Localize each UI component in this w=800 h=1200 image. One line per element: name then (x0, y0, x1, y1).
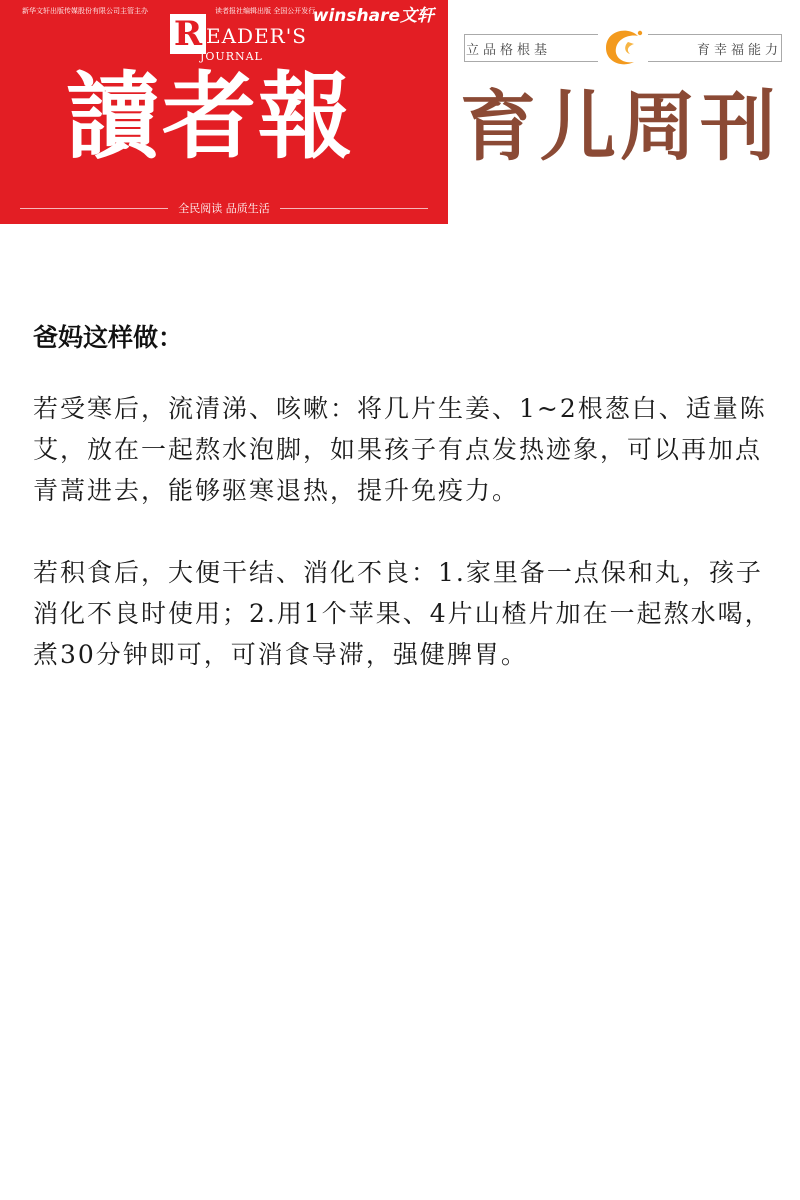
weekly-title: 育儿周刊 (460, 82, 780, 171)
rj-wordmark: EADER'S (206, 24, 307, 48)
weekly-motto-bar (464, 34, 782, 62)
newspaper-title: 讀者報 (66, 62, 355, 172)
phoenix-emblem-icon (598, 22, 648, 72)
slogan-rule-left (20, 208, 168, 209)
winshare-logo: winshare文轩 (312, 6, 434, 26)
readers-journal-banner (0, 0, 448, 224)
article-body (33, 318, 773, 716)
slogan-row (20, 199, 428, 217)
motto-left: 立品格根基 (466, 43, 552, 58)
paragraph-indigestion: 若积食后，大便干结、消化不良：1.家里备一点保和丸，孩子消化不良时使用；2.用1个苹果、4片山楂片加在一起熬水喝，煮30分钟即可，可消食导滞，强健脾胃。 (33, 558, 772, 669)
slogan-rule-right (280, 208, 428, 209)
slogan: 全民阅读 品质生活 (178, 202, 270, 215)
motto-right: 育幸福能力 (696, 43, 782, 58)
rj-journal: JOURNAL (200, 50, 263, 63)
rj-letter-box: R (170, 14, 206, 54)
edition-line: 读者报社编辑出版 全国公开发行 (215, 7, 316, 15)
paragraph-cold: 若受寒后，流清涕、咳嗽：将几片生姜、1~2根葱白、适量陈艾，放在一起熬水泡脚，如果孩子有点发热迹象，可以再加点青蒿进去，能够驱寒退热，提升免疫力。 (33, 394, 767, 505)
publisher-line: 新华文轩出版传媒股份有限公司主管主办 (22, 7, 148, 15)
article-heading: 爸妈这样做： (33, 323, 184, 352)
